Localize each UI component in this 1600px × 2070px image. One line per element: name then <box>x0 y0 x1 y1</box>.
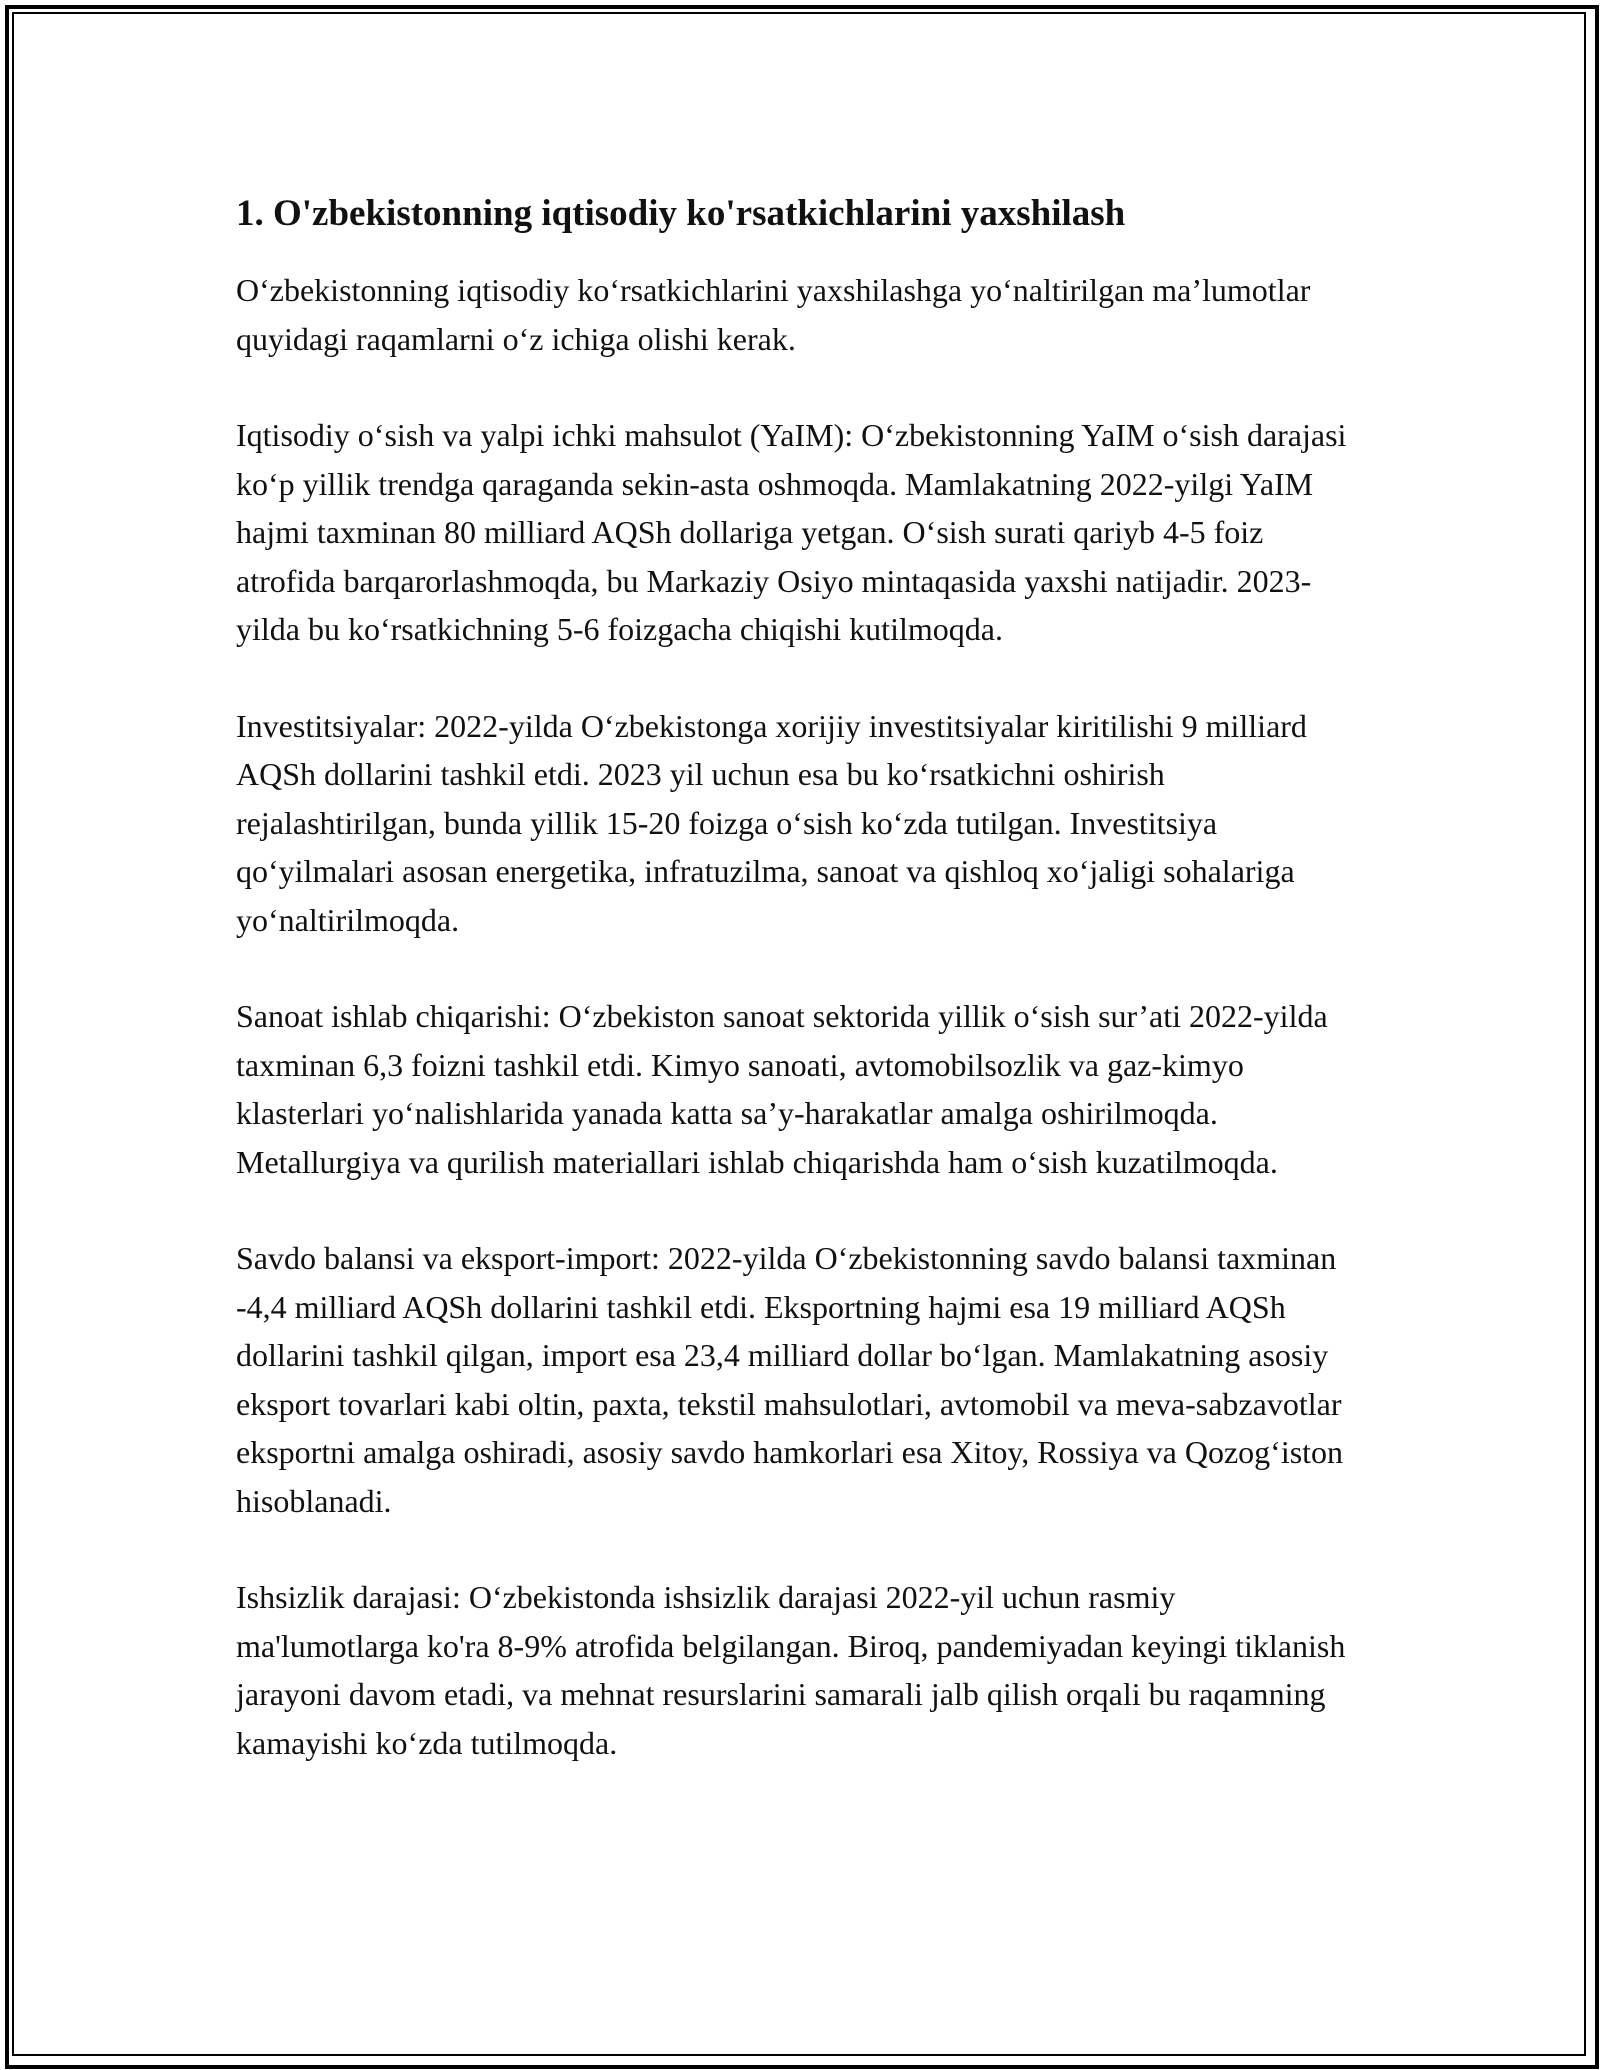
paragraph-unemployment: Ishsizlik darajasi: O‘zbekistonda ishsizlik darajasi 2022-yil uchun rasmiy ma'lumotlarga ko'ra 8-9% atrofida belgilangan. Biroq, pandemiyadan keyingi tiklanish jarayoni davom etadi, va mehnat resurslarini samarali jalb qilish orqali bu raqamning kamayishi ko‘zda tutilmoqda. <box>236 1579 1346 1761</box>
paragraph-industrial-production: Sanoat ishlab chiqarishi: O‘zbekiston sanoat sektorida yillik o‘sish sur’ati 2022-yilda taxminan 6,3 foizni tashkil etdi. Kimyo sanoati, avtomobilsozlik va gaz-kimyo klasterlari yo‘nalishlarida yanada katta sa’y-harakatlar amalga oshirilmoqda. Metallurgiya va qurilish materiallari ishlab chiqarishda ham o‘sish kuzatilmoqda. <box>236 998 1328 1180</box>
paragraph-trade-balance: Savdo balansi va eksport-import: 2022-yilda O‘zbekistonning savdo balansi taxminan -4,4 milliard AQSh dollarini tashkil etdi. Eksportning hajmi esa 19 milliard AQSh dollarini tashkil qilgan, import esa 23,4 milliard dollar bo‘lgan. Mamlakatning asosiy eksport tovarlari kabi oltin, paxta, tekstil mahsulotlari, avtomobil va meva-sabzavotlar eksportni amalga oshiradi, asosiy savdo hamkorlari esa Xitoy, Rossiya va Qozog‘iston hisoblanadi. <box>236 1240 1344 1519</box>
paragraph-intro: O‘zbekistonning iqtisodiy ko‘rsatkichlarini yaxshilashga yo‘naltirilgan ma’lumotlar quyidagi raqamlarni o‘z ichiga olishi kerak. <box>236 272 1311 357</box>
paragraph-investments: Investitsiyalar: 2022-yilda O‘zbekistonga xorijiy investitsiyalar kiritilishi 9 milliard AQSh dollarini tashkil etdi. 2023 yil uchun esa bu ko‘rsatkichni oshirish rejalashtirilgan, bunda yillik 15-20 foizga o‘sish ko‘zda tutilgan. Investitsiya qo‘yilmalari asosan energetika, infratuzilma, sanoat va qishloq xo‘jaligi sohalariga yo‘naltirilmoqda. <box>236 707 1307 938</box>
section-title: 1. O'zbekistonning iqtisodiy ko'rsatkichlarini yaxshilash <box>236 193 1126 234</box>
paragraph-gdp-growth: Iqtisodiy o‘sish va yalpi ichki mahsulot (YaIM): O‘zbekistonning YaIM o‘sish darajasi ko‘p yillik trendga qaraganda sekin-asta oshmoqda. Mamlakatning 2022-yilgi YaIM hajmi taxminan 80 milliard AQSh dollariga yetgan. O‘sish surati qariyb 4-5 foiz atrofida barqarorlashmoqda, bu Markaziy Osiyo mintaqasida yaxshi natijadir. 2023-yilda bu ko‘rsatkichning 5-6 foizgacha chiqishi kutilmoqda. <box>236 417 1347 647</box>
document-body <box>236 188 1366 1815</box>
